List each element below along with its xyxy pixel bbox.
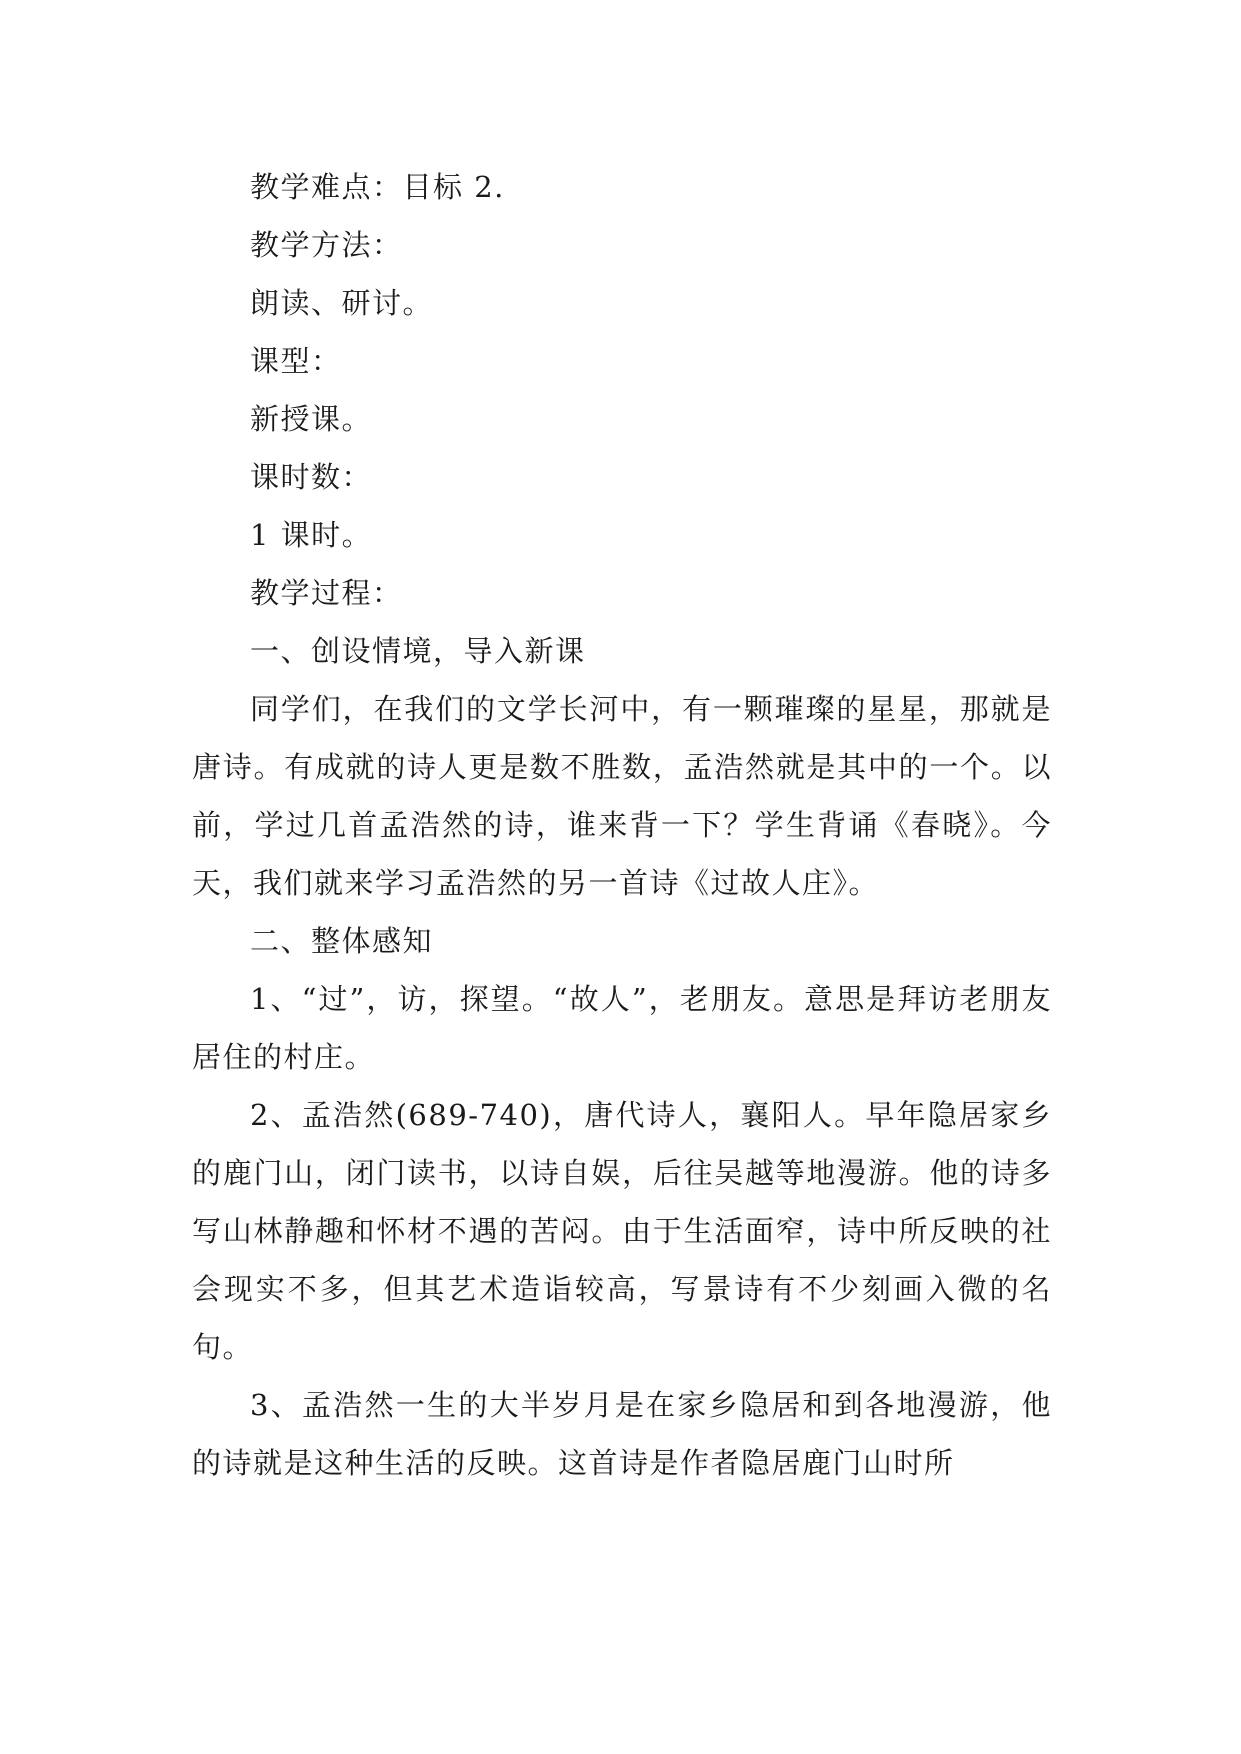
document-body bbox=[192, 158, 1052, 1492]
section-heading-overall-perception: 二、整体感知 bbox=[250, 924, 434, 958]
paragraph-class-hours: 1 课时。 bbox=[250, 518, 373, 552]
section-heading-introduction: 一、创设情境，导入新课 bbox=[250, 634, 586, 668]
paragraph-teaching-process-heading: 教学过程： bbox=[250, 576, 403, 610]
paragraph-point-3: 3、孟浩然一生的大半岁月是在家乡隐居和到各地漫游，他的诗就是这种生活的反映。这首诗是作者隐居鹿门山时所 bbox=[192, 1388, 1052, 1480]
paragraph-teaching-difficulty: 教学难点：目标 2. bbox=[250, 170, 505, 204]
paragraph-introduction: 同学们，在我们的文学长河中，有一颗璀璨的星星，那就是唐诗。有成就的诗人更是数不胜数，孟浩然就是其中的一个。以前，学过几首孟浩然的诗，谁来背一下？学生背诵《春晓》。今天，我们就来学习孟浩然的另一首诗《过故人庄》。 bbox=[192, 692, 1052, 900]
paragraph-lesson-type-heading: 课型： bbox=[250, 344, 342, 378]
paragraph-lesson-type: 新授课。 bbox=[250, 402, 373, 436]
paragraph-teaching-method: 朗读、研讨。 bbox=[250, 286, 434, 320]
paragraph-class-hours-heading: 课时数： bbox=[250, 460, 373, 494]
paragraph-teaching-method-heading: 教学方法： bbox=[250, 228, 403, 262]
paragraph-point-1: 1、“过”，访，探望。“故人”，老朋友。意思是拜访老朋友居住的村庄。 bbox=[192, 982, 1052, 1074]
paragraph-point-2: 2、孟浩然(689-740)，唐代诗人，襄阳人。早年隐居家乡的鹿门山，闭门读书，以诗自娱，后往吴越等地漫游。他的诗多写山林静趣和怀材不遇的苦闷。由于生活面窄，诗中所反映的社会现实不多，但其艺术造诣较高，写景诗有不少刻画入微的名句。 bbox=[192, 1098, 1052, 1364]
